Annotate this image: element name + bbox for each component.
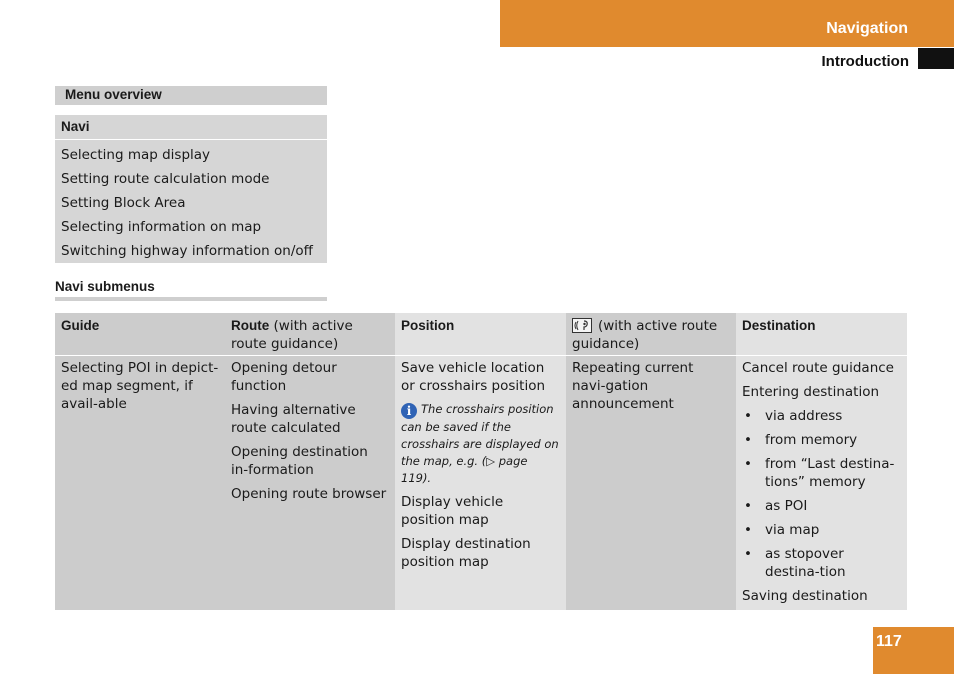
destination-options-list xyxy=(742,407,901,581)
list-item: Cancel route guidance xyxy=(742,360,894,376)
position-body xyxy=(395,356,566,571)
navi-menu-header: Navi xyxy=(55,115,327,140)
bullet-icon: • xyxy=(744,522,752,538)
list-item: Save vehicle location or crosshairs position xyxy=(401,360,546,394)
voice-body xyxy=(566,356,736,413)
list-item: Setting route calculation mode xyxy=(61,171,270,187)
submenus-table xyxy=(55,313,907,610)
list-item xyxy=(742,407,901,425)
info-note-text: The crosshairs position can be saved if the crosshairs are displayed on the map, e.g. (▷ page 119). xyxy=(401,402,559,485)
guide-header xyxy=(55,313,225,356)
list-item: Display destination position map xyxy=(401,536,531,570)
list-item: Display vehicle position map xyxy=(401,494,504,528)
guide-column xyxy=(55,313,225,610)
bullet-icon: • xyxy=(744,456,752,472)
page-number: 117 xyxy=(876,633,902,650)
list-item: Selecting information on map xyxy=(61,219,262,235)
voice-column xyxy=(566,313,736,610)
bullet-icon: • xyxy=(744,408,752,424)
destination-body xyxy=(736,356,907,605)
position-header xyxy=(395,313,566,356)
section-banner xyxy=(500,0,954,47)
list-item: Opening destination in-formation xyxy=(231,444,368,478)
list-item: Repeating current navi-gation announcement xyxy=(572,360,694,412)
route-header xyxy=(225,313,395,356)
list-item xyxy=(742,455,901,491)
guide-header-label: Guide xyxy=(61,318,100,333)
list-item: Selecting POI in depict-ed map segment, if avail-able xyxy=(61,360,219,412)
bullet-text: via address xyxy=(765,408,843,424)
list-item xyxy=(742,521,901,539)
bullet-icon: • xyxy=(744,546,752,562)
voice-header xyxy=(566,313,736,356)
list-item: Switching highway information on/off xyxy=(61,243,313,259)
route-column xyxy=(225,313,395,610)
section-title: Navigation xyxy=(826,20,908,37)
list-item xyxy=(742,497,901,515)
page-number-box xyxy=(873,627,954,674)
list-item: Saving destination xyxy=(742,588,868,604)
position-header-label: Position xyxy=(401,318,455,333)
position-column xyxy=(395,313,566,610)
menu-overview-heading: Menu overview xyxy=(55,86,327,105)
bullet-text: as POI xyxy=(765,498,808,514)
info-note xyxy=(401,401,560,487)
bullet-text: from “Last destina-tions” memory xyxy=(765,456,895,490)
route-header-label: Route xyxy=(231,318,270,333)
bullet-icon: • xyxy=(744,432,752,448)
route-header-note: (with active route guidance) xyxy=(231,318,353,352)
destination-header-label: Destination xyxy=(742,318,816,333)
submenus-rule xyxy=(55,297,327,301)
list-item: Opening route browser xyxy=(231,486,387,502)
list-item: Selecting map display xyxy=(61,147,211,163)
info-icon: i xyxy=(401,403,417,419)
list-item: Opening detour function xyxy=(231,360,337,394)
submenus-heading: Navi submenus xyxy=(55,279,155,294)
subsection-marker xyxy=(918,48,954,69)
destination-column xyxy=(736,313,907,610)
voice-header-note: (with active route guidance) xyxy=(572,318,718,352)
voice-announcement-icon xyxy=(572,318,592,333)
list-item: Entering destination xyxy=(742,384,880,400)
subsection-title: Introduction xyxy=(821,53,909,70)
navi-menu-box xyxy=(55,115,327,263)
list-item: Setting Block Area xyxy=(61,195,186,211)
bullet-text: as stopover destina-tion xyxy=(765,546,846,580)
list-item: Having alternative route calculated xyxy=(231,402,356,436)
list-item xyxy=(742,431,901,449)
bullet-text: from memory xyxy=(765,432,858,448)
guide-body xyxy=(55,356,225,413)
route-body xyxy=(225,356,395,503)
bullet-text: via map xyxy=(765,522,820,538)
bullet-icon: • xyxy=(744,498,752,514)
destination-header xyxy=(736,313,907,356)
list-item xyxy=(742,545,901,581)
navi-menu-list xyxy=(55,140,327,263)
